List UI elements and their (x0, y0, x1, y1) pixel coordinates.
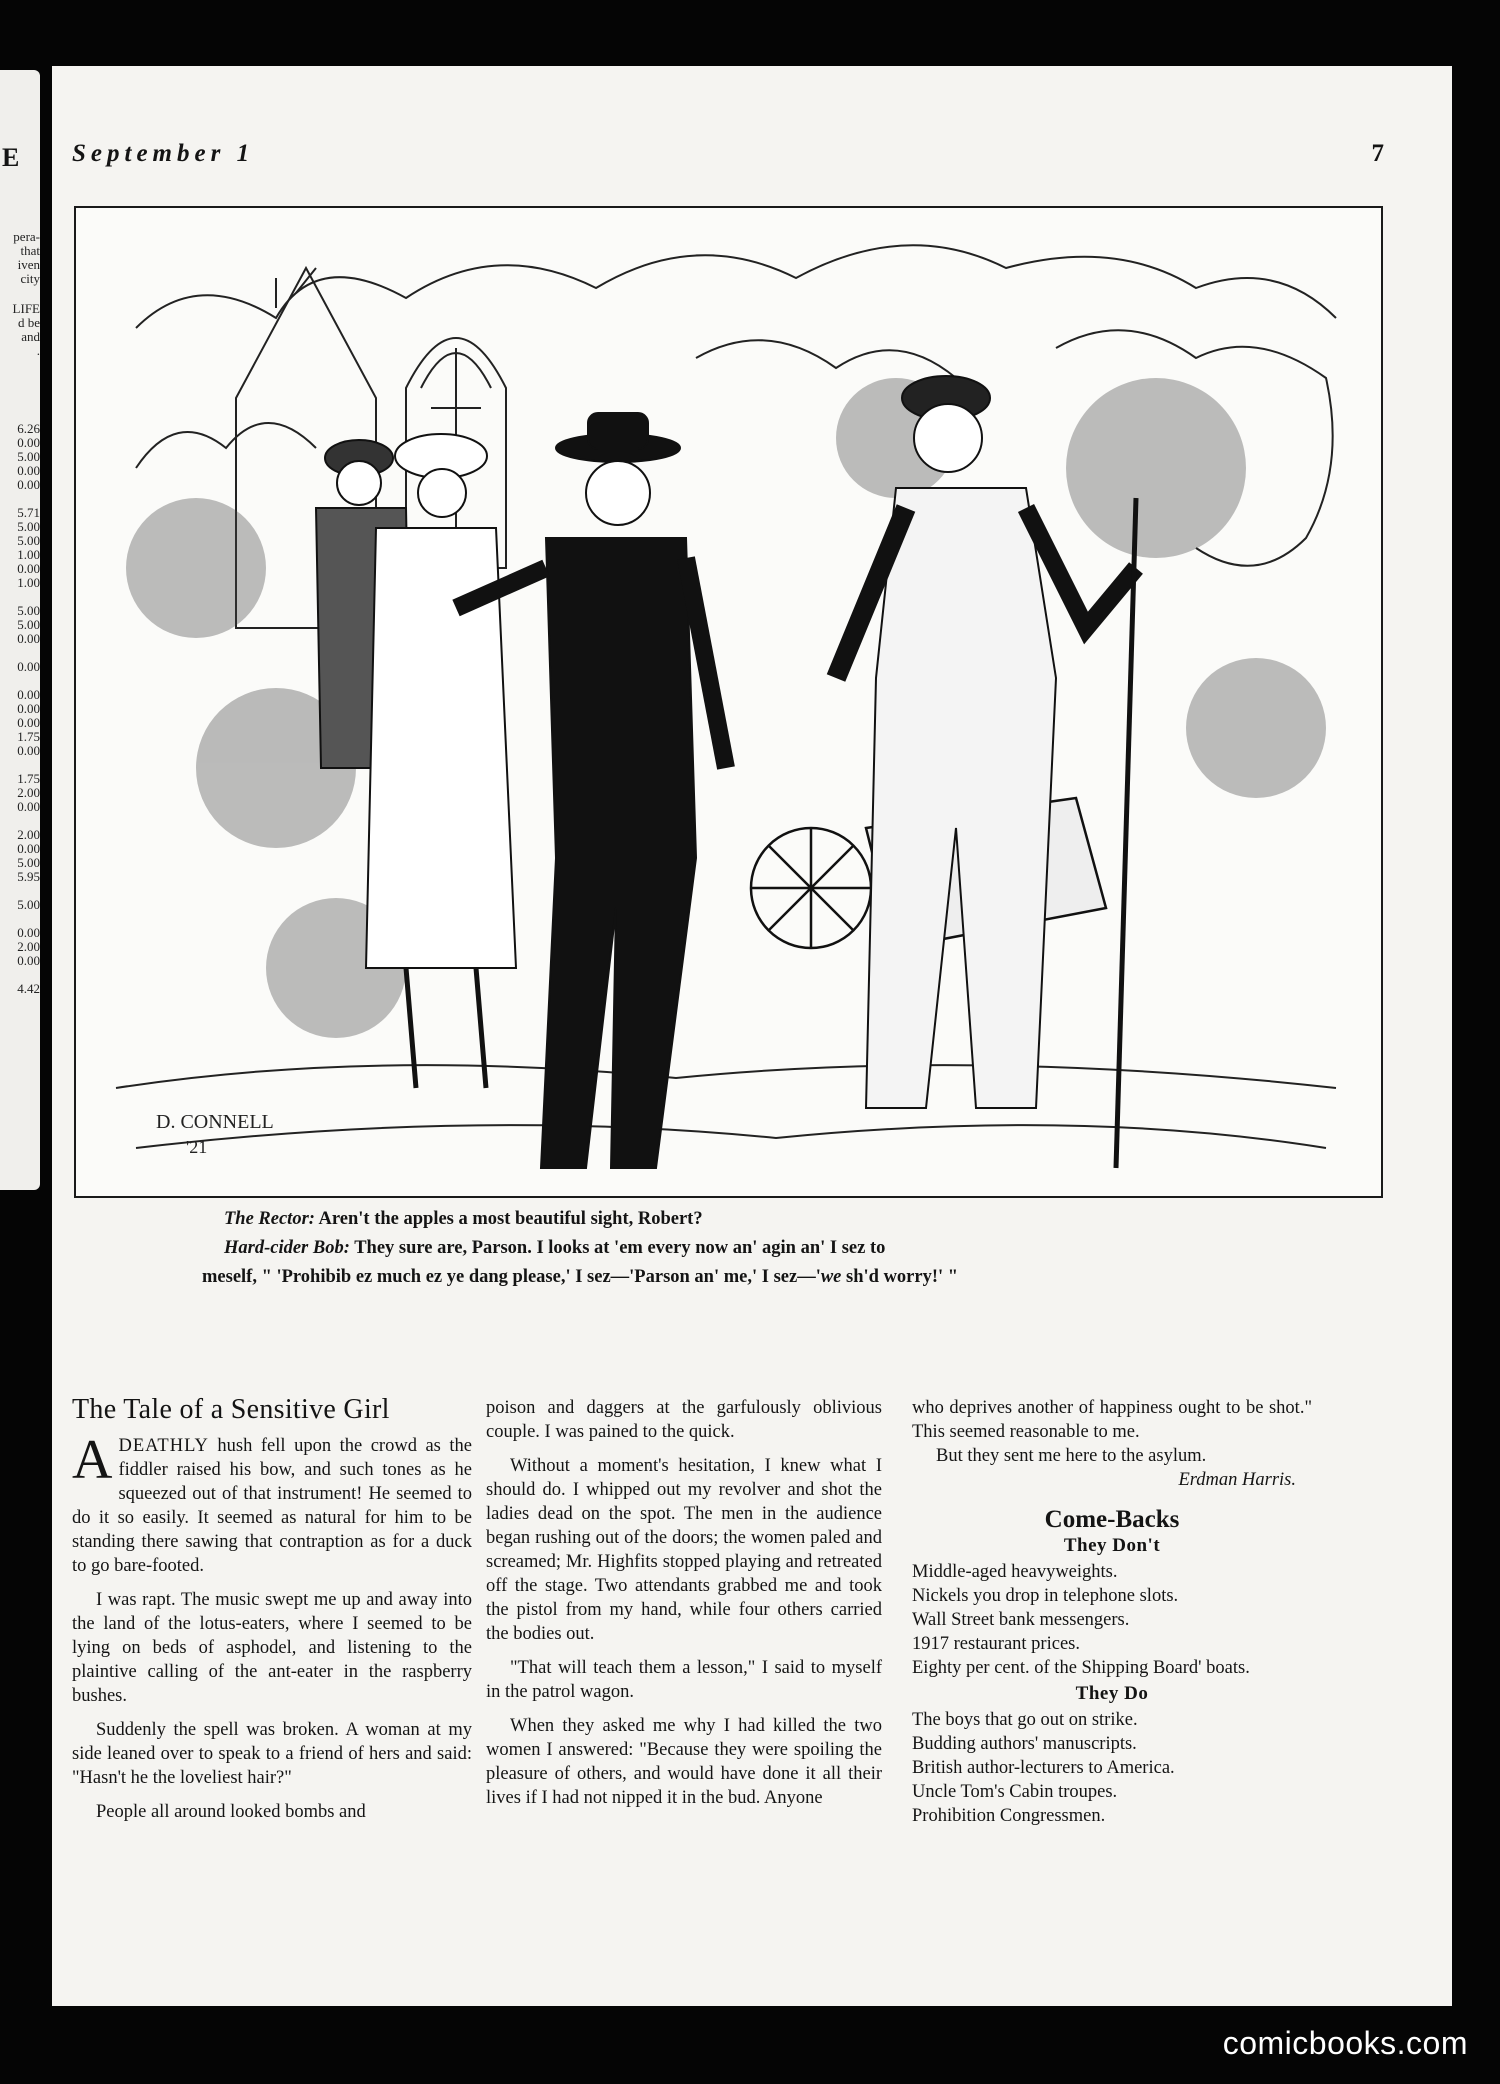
story-paragraph: "That will teach them a lesson," I said to myself in the patrol wagon. (486, 1658, 882, 1702)
list-item: The boys that go out on strike. (912, 1710, 1138, 1730)
comebacks-dont-heading: They Don't (1063, 1535, 1161, 1556)
adjacent-page-line: city (20, 271, 40, 286)
adjacent-page-number: 0.00 (17, 659, 40, 674)
story-paragraph: People all around looked bombs and (96, 1802, 366, 1822)
adjacent-page-number: 0.00 (17, 631, 40, 646)
adjacent-page-number: 0.00 (17, 925, 40, 940)
adjacent-page-line: d be (17, 315, 40, 330)
list-item: Wall Street bank messengers. (912, 1610, 1130, 1630)
text-column-2 (486, 1396, 882, 1810)
comebacks-do-list (912, 1708, 1312, 1828)
adjacent-page-number: 0.00 (17, 687, 40, 702)
adjacent-page-number: 5.00 (17, 855, 40, 870)
adjacent-page-number (2, 884, 40, 898)
cartoon-illustration (74, 206, 1383, 1198)
adjacent-page-number: 0.00 (17, 435, 40, 450)
adjacent-page-number: 0.00 (17, 799, 40, 814)
adjacent-page-number (2, 492, 40, 506)
adjacent-page-number: 5.00 (17, 533, 40, 548)
story-paragraph: But they sent me here to the asylum. (936, 1446, 1207, 1466)
adjacent-page-line: iven (17, 257, 40, 272)
comebacks-dont-list (912, 1560, 1312, 1680)
caption-line-continued (202, 1263, 1252, 1292)
adjacent-page-number: 5.00 (17, 519, 40, 534)
caption-line-bob (202, 1234, 1252, 1263)
opening-word: DEATHLY (118, 1436, 209, 1456)
page-number: 7 (1371, 140, 1384, 167)
adjacent-page-number: 1.75 (17, 771, 40, 786)
story-paragraph (72, 1429, 472, 1578)
list-item: Middle-aged heavyweights. (912, 1562, 1118, 1582)
adjacent-page-header-letter: E (2, 143, 20, 172)
story-paragraph: Suddenly the spell was broken. A woman at my side leaned over to speak to a friend of hers and said: "Hasn't he the loveliest hair?" (72, 1720, 472, 1788)
adjacent-page-line: . (36, 343, 40, 358)
adjacent-page-number: 5.00 (17, 449, 40, 464)
caption-speaker: The Rector: (224, 1209, 315, 1229)
comebacks-title: Come-Backs (1044, 1506, 1180, 1533)
adjacent-page-number: 0.00 (17, 463, 40, 478)
adjacent-page-number (2, 814, 40, 828)
story-title: The Tale of a Sensitive Girl (72, 1394, 390, 1425)
drop-cap: A (72, 1429, 113, 1491)
adjacent-page-number (2, 674, 40, 688)
adjacent-page-number: 1.00 (17, 547, 40, 562)
author-byline: Erdman Harris. (1178, 1470, 1296, 1490)
story-paragraph: When they asked me why I had killed the two women I answered: "Because they were spoiling the pleasure of others, and would have done it all their lives if I had not nipped it in the bud. Anyone (486, 1716, 882, 1808)
caption-dialogue: sh'd worry!' " (841, 1267, 959, 1287)
adjacent-page-line: pera- (13, 230, 40, 244)
adjacent-page-number (2, 912, 40, 926)
adjacent-page-number: 0.00 (17, 701, 40, 716)
site-watermark: comicbooks.com (1222, 2025, 1468, 2061)
adjacent-page-number: 0.00 (17, 743, 40, 758)
issue-date: September 1 (72, 140, 255, 167)
magazine-page (52, 66, 1452, 2006)
list-item: Nickels you drop in telephone slots. (912, 1586, 1179, 1606)
list-item: Uncle Tom's Cabin troupes. (912, 1782, 1118, 1802)
adjacent-page-number: 2.00 (17, 785, 40, 800)
text-column-3 (912, 1396, 1312, 1828)
adjacent-page-number: 0.00 (17, 561, 40, 576)
list-item: Budding authors' manuscripts. (912, 1734, 1137, 1754)
cartoon-drawing (76, 208, 1381, 1196)
adjacent-page-number (2, 646, 40, 660)
adjacent-page-line: LIFE (12, 302, 40, 316)
comebacks-do-heading: They Do (1075, 1683, 1149, 1704)
adjacent-page-number: 1.75 (17, 729, 40, 744)
adjacent-page-number-column (2, 422, 40, 996)
story-paragraph-continued: who deprives another of happiness ought to be shot." This seemed reasonable to me. (912, 1398, 1312, 1442)
list-item: British author-lecturers to America. (912, 1758, 1175, 1778)
signature-year: '21 (186, 1137, 208, 1157)
adjacent-page-number: 0.00 (17, 477, 40, 492)
adjacent-page-line: and (21, 329, 40, 344)
caption-line-rector (202, 1205, 1252, 1234)
caption-emphasis: we (820, 1267, 842, 1287)
adjacent-page-number: 2.00 (17, 827, 40, 842)
adjacent-page-number: 4.42 (17, 981, 40, 996)
adjacent-page-text-fragment (2, 302, 40, 358)
adjacent-page-edge (0, 70, 40, 1190)
adjacent-page-number: 5.00 (17, 617, 40, 632)
caption-dialogue: Aren't the apples a most beautiful sight, Robert? (318, 1209, 703, 1229)
story-paragraph-continued: poison and daggers at the garfulously oblivious couple. I was pained to the quick. (486, 1398, 882, 1442)
adjacent-page-number: 0.00 (17, 715, 40, 730)
adjacent-page-number: 5.00 (17, 897, 40, 912)
adjacent-page-number: 6.26 (17, 422, 40, 436)
artist-signature: D. CONNELL (156, 1111, 274, 1133)
paragraph-text: hush fell upon the crowd as the fiddler raised his bow, and such tones as he squeezed out of that instrument! He seemed to do it so easily. It seemed as natural for him to be standing there sawing that contraption as for a duck to go bare-footed. (72, 1436, 472, 1576)
cartoon-caption (202, 1205, 1252, 1292)
adjacent-page-number: 5.95 (17, 869, 40, 884)
adjacent-page-number (2, 590, 40, 604)
list-item: 1917 restaurant prices. (912, 1634, 1080, 1654)
adjacent-page-number: 5.00 (17, 603, 40, 618)
text-column-1 (72, 1396, 472, 1824)
adjacent-page-number: 2.00 (17, 939, 40, 954)
list-item: Prohibition Congressmen. (912, 1806, 1106, 1826)
caption-dialogue: meself, " 'Prohibib ez much ez ye dang please,' I sez—'Parson an' me,' I sez—' (202, 1267, 821, 1287)
adjacent-page-number (2, 968, 40, 982)
list-item: Eighty per cent. of the Shipping Board' boats. (912, 1658, 1250, 1678)
adjacent-page-line: that (20, 243, 40, 258)
adjacent-page-text-fragment (2, 230, 40, 286)
adjacent-page-number: 0.00 (17, 953, 40, 968)
caption-speaker: Hard-cider Bob: (224, 1238, 350, 1258)
caption-dialogue: They sure are, Parson. I looks at 'em every now an' agin an' I sez to (354, 1238, 886, 1258)
adjacent-page-number: 1.00 (17, 575, 40, 590)
story-paragraph: I was rapt. The music swept me up and away into the land of the lotus-eaters, where I seemed to be lying on beds of asphodel, and listening to the plaintive calling of the ant-eater in the raspberry bushes. (72, 1590, 472, 1706)
adjacent-page-number: 0.00 (17, 841, 40, 856)
adjacent-page-number: 5.71 (17, 505, 40, 520)
story-paragraph: Without a moment's hesitation, I knew what I should do. I whipped out my revolver and shot the ladies dead on the spot. The men in the audience began rushing out of the doors; the women paled and screamed; Mr. Highfits stopped playing and retreated off the stage. Two attendants grabbed me and took the pistol from my hand, while four others carried the bodies out. (486, 1456, 882, 1644)
adjacent-page-number (2, 758, 40, 772)
